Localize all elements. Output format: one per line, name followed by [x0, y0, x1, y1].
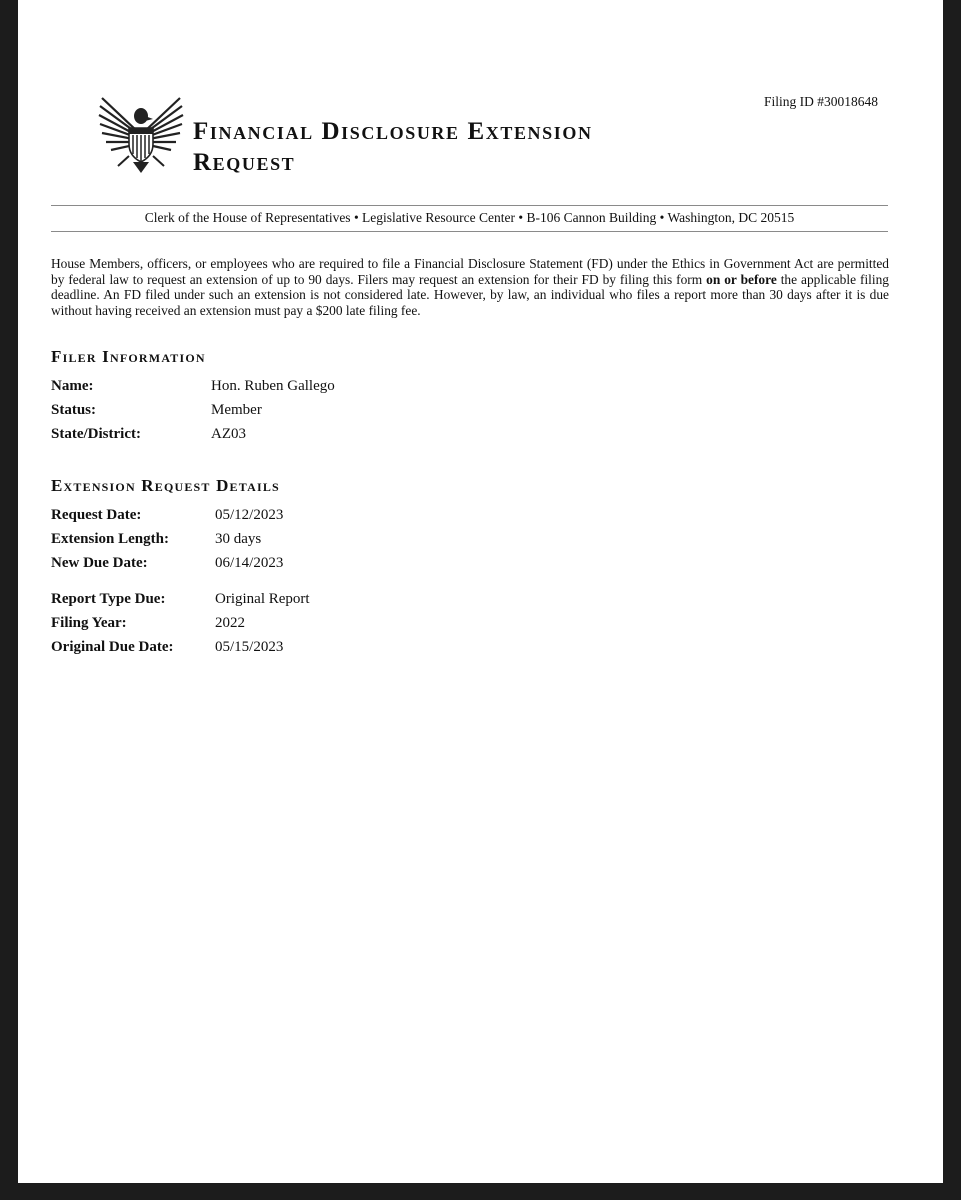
office-address-line: Clerk of the House of Representatives • Legislative Resource Center • B-106 Cannon Building • Washington, DC 20515: [144, 210, 795, 225]
page-title: [193, 116, 593, 178]
intro-emphasis: on or before: [706, 271, 777, 287]
field-label: Request Date:: [51, 507, 142, 523]
field-label: Original Due Date:: [51, 639, 174, 655]
field-label: Report Type Due:: [51, 591, 166, 607]
field-value: Original Report: [215, 591, 310, 607]
field-label: Status:: [51, 402, 97, 418]
field-value: Member: [211, 402, 262, 418]
field-label: Filing Year:: [51, 615, 127, 631]
field-value: 05/12/2023: [215, 507, 284, 523]
field-value: 06/14/2023: [215, 555, 284, 571]
intro-text-after: the applicable filing deadline. An FD filed under such an extension is not considered late. However, by law, an individual who files a report more than 30 days after it is due without having received an extension must pay a $200 late filing fee.: [51, 271, 889, 318]
title-line-2: Request: [193, 149, 296, 176]
extension-details-heading: Extension Request Details: [51, 476, 280, 495]
document-page: [18, 0, 943, 1183]
field-label: New Due Date:: [51, 555, 148, 571]
field-value: Hon. Ruben Gallego: [211, 378, 335, 394]
title-line-1: Financial Disclosure Extension: [193, 118, 593, 145]
bottom-divider: [51, 231, 888, 232]
field-value: AZ03: [211, 426, 246, 442]
filer-information-heading: Filer Information: [51, 347, 206, 366]
intro-text-before: House Members, officers, or employees who are required to file a Financial Disclosure Statement (FD) under the Ethics in Government Act are permitted by federal law to request an extension of up to 90 days. Filers may request an extension for their FD by filing this form: [51, 256, 889, 287]
field-value: 30 days: [215, 531, 262, 547]
top-divider: [51, 205, 888, 206]
field-label: Extension Length:: [51, 531, 169, 547]
intro-paragraph: [51, 256, 889, 318]
field-label: Name:: [51, 378, 94, 394]
filing-id: Filing ID #30018648: [763, 94, 878, 109]
field-value: 2022: [215, 615, 245, 631]
eagle-seal-icon: [98, 92, 184, 174]
field-value: 05/15/2023: [215, 639, 284, 655]
field-label: State/District:: [51, 426, 141, 442]
